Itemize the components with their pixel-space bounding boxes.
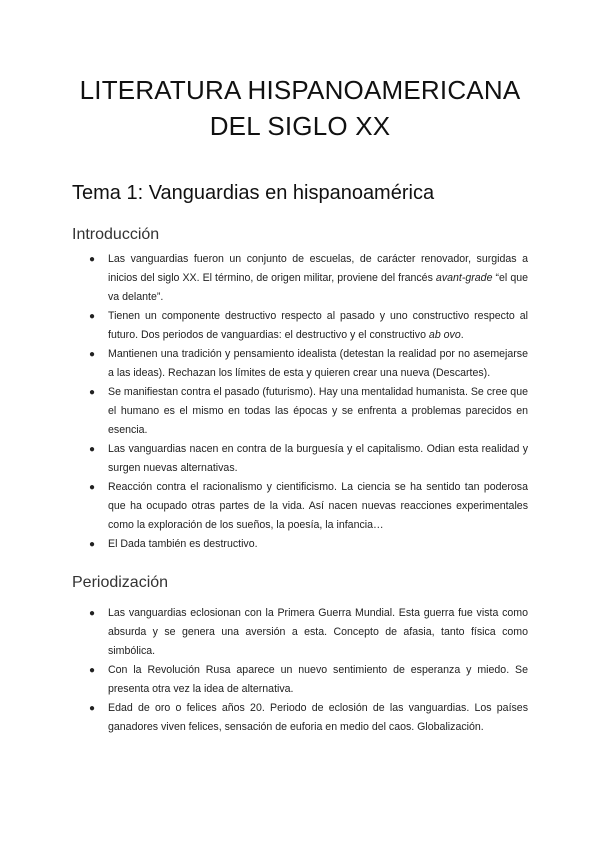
list-item: ● Tienen un componente destructivo respecto al pasado y uno constructivo respecto al futuro. Dos periodos de vanguardias: el destructivo y el constructivo ab ovo. xyxy=(72,307,528,345)
document-title-line-1: LITERATURA HISPANOAMERICANA xyxy=(79,75,521,105)
bullet-icon: ● xyxy=(89,665,96,676)
bullet-icon: ● xyxy=(89,444,96,455)
bullet-icon: ● xyxy=(89,311,96,322)
list-item: ● Las vanguardias nacen en contra de la burguesía y el capitalismo. Odian esta realidad y surgen nuevas alternativas. xyxy=(72,440,528,478)
periodizacion-heading: Periodización xyxy=(72,574,169,591)
bullet-icon: ● xyxy=(89,482,96,493)
bullet-icon: ● xyxy=(89,703,96,714)
list-item: ● Reacción contra el racionalismo y cientificismo. La ciencia se ha sentido tan poderosa que ha ocupado otras partes de la vida. Así nacen nuevas reacciones experimentales como la exploración de los sueños, la poesía, la infancia… xyxy=(72,478,528,535)
list-item: ● Se manifiestan contra el pasado (futurismo). Hay una mentalidad humanista. Se cree que el humano es el mismo en todas las épocas y se enfrenta a problemas parecidos en esencia. xyxy=(72,383,528,440)
list-item: ● Las vanguardias fueron un conjunto de escuelas, de carácter renovador, surgidas a inicios del siglo XX. El término, de origen militar, proviene del francés avant-grade “el que va delante”. xyxy=(72,250,528,307)
bullet-icon: ● xyxy=(89,349,96,360)
list-item: ● El Dada también es destructivo. xyxy=(72,535,528,554)
periodizacion-list xyxy=(72,604,528,737)
list-item: ● Las vanguardias eclosionan con la Primera Guerra Mundial. Esta guerra fue vista como absurda y se genera una aversión a esta. Concepto de afasia, tanto física como simbólica. xyxy=(72,604,528,661)
introduccion-list xyxy=(72,250,528,554)
document-title-line-2: DEL SIGLO XX xyxy=(209,111,391,141)
bullet-icon: ● xyxy=(89,387,96,398)
document-title xyxy=(72,0,528,144)
bullet-icon: ● xyxy=(89,608,96,619)
list-item: ● Con la Revolución Rusa aparece un nuevo sentimiento de esperanza y miedo. Se presenta otra vez la idea de alternativa. xyxy=(72,661,528,699)
bullet-icon: ● xyxy=(89,539,96,550)
list-item: ● Edad de oro o felices años 20. Periodo de eclosión de las vanguardias. Los países ganadores viven felices, sensación de euforia en medio del caos. Globalización. xyxy=(72,699,528,737)
tema-heading: Tema 1: Vanguardias en hispanoamérica xyxy=(72,182,435,204)
introduccion-heading: Introducción xyxy=(72,226,160,243)
list-item: ● Mantienen una tradición y pensamiento idealista (detestan la realidad por no asemejarse a las ideas). Rechazan los límites de esta y quieren crear una nueva (Descartes). xyxy=(72,345,528,383)
bullet-icon: ● xyxy=(89,254,96,265)
